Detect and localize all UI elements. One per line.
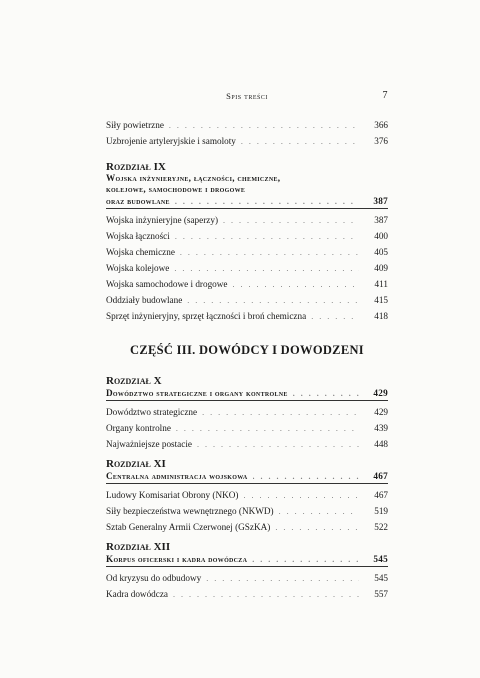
toc-entry-page: 400 <box>374 231 388 241</box>
toc-entry[interactable] <box>106 404 388 420</box>
leader-dots <box>175 195 359 208</box>
toc-entry-label: Ludowy Komisariat Obrony (NKO) <box>106 490 239 500</box>
toc-entry-label: Od kryzysu do odbudowy <box>106 573 202 583</box>
chapter-title-page: 545 <box>373 554 388 564</box>
part-title: CZĘŚĆ III. DOWÓDCY I DOWODZENI <box>130 343 364 357</box>
toc-entry[interactable] <box>106 487 388 503</box>
toc-entry-label: Dowództwo strategiczne <box>106 407 198 417</box>
chapter-heading: Rozdział IX <box>106 161 166 173</box>
toc-entry[interactable] <box>106 292 388 308</box>
leader-dots <box>187 293 359 309</box>
leader-dots <box>279 504 359 520</box>
toc-entry-page: 415 <box>374 295 388 305</box>
toc-entry-label: Wojska samochodowe i drogowe <box>106 279 228 289</box>
toc-entry[interactable] <box>106 260 388 276</box>
leader-dots <box>241 134 359 150</box>
leader-dots <box>173 587 359 603</box>
leader-dots <box>174 261 359 277</box>
chapter-title-entry[interactable] <box>106 553 388 567</box>
chapter-title-entry[interactable] <box>106 470 388 484</box>
chapter-title-label: oraz budowlane <box>106 196 170 206</box>
leader-dots <box>169 118 359 134</box>
toc-entry[interactable] <box>106 308 388 324</box>
toc-entry[interactable] <box>106 212 388 228</box>
toc-entry-label: Oddziały budowlane <box>106 295 183 305</box>
toc-entry-label: Organy kontrolne <box>106 423 171 433</box>
leader-dots <box>252 553 359 566</box>
chapter-heading: Rozdział XII <box>106 541 171 553</box>
toc-entry-page: 522 <box>374 522 388 532</box>
leader-dots <box>293 387 359 400</box>
toc-entry-page: 439 <box>374 423 388 433</box>
leader-dots <box>206 571 359 587</box>
toc-entry[interactable] <box>106 436 388 452</box>
toc-entry[interactable] <box>106 117 388 133</box>
toc-entry-page: 409 <box>374 263 388 273</box>
chapter-title-line: Wojska inżynieryjne, łączności, chemiczne, <box>106 173 281 183</box>
running-head-title: Spis treści <box>226 91 268 101</box>
toc-entry-label: Wojska kolejowe <box>106 263 170 273</box>
leader-dots <box>197 437 359 453</box>
toc-entry[interactable] <box>106 519 388 535</box>
toc-entry[interactable] <box>106 570 388 586</box>
toc-entry[interactable] <box>106 133 388 149</box>
chapter-title-page: 387 <box>373 196 388 206</box>
leader-dots <box>311 309 359 325</box>
toc-entry-page: 418 <box>374 311 388 321</box>
leader-dots <box>176 421 359 437</box>
leader-dots <box>202 405 359 421</box>
toc-entry-page: 411 <box>374 279 388 289</box>
chapter-heading: Rozdział XI <box>106 458 166 470</box>
toc-entry[interactable] <box>106 586 388 602</box>
toc-entry-page: 519 <box>374 506 388 516</box>
toc-entry[interactable] <box>106 228 388 244</box>
chapter-title-line: kolejowe, samochodowe i drogowe <box>106 184 246 194</box>
toc-entry-page: 366 <box>374 120 388 130</box>
chapter-heading: Rozdział X <box>106 375 162 387</box>
toc-entry-page: 405 <box>374 247 388 257</box>
leader-dots <box>223 213 359 229</box>
toc-entry-label: Uzbrojenie artyleryjskie i samoloty <box>106 136 236 146</box>
leader-dots <box>275 520 359 536</box>
toc-entry-label: Wojska inżynieryjne (saperzy) <box>106 215 219 225</box>
toc-entry-label: Najważniejsze postacie <box>106 439 192 449</box>
toc-entry-label: Sztab Generalny Armii Czerwonej (GSzKA) <box>106 522 271 532</box>
toc-entry-page: 448 <box>374 439 388 449</box>
toc-entry-page: 557 <box>374 589 388 599</box>
leader-dots <box>253 470 359 483</box>
toc-entry[interactable] <box>106 420 388 436</box>
toc-entry-page: 429 <box>374 407 388 417</box>
toc-entry[interactable] <box>106 276 388 292</box>
toc-entry-label: Wojska chemiczne <box>106 247 175 257</box>
leader-dots <box>232 277 359 293</box>
toc-entry-page: 467 <box>374 490 388 500</box>
leader-dots <box>243 488 359 504</box>
chapter-title-page: 429 <box>373 388 388 398</box>
toc-entry-label: Sprzęt inżynieryjny, sprzęt łączności i broń chemiczna <box>106 311 307 321</box>
toc-entry-page: 376 <box>374 136 388 146</box>
chapter-title-entry[interactable] <box>106 195 388 209</box>
toc-entry-page: 545 <box>374 573 388 583</box>
toc-entry[interactable] <box>106 244 388 260</box>
table-of-contents <box>106 117 388 602</box>
chapter-title-label: Korpus oficerski i kadra dowódcza <box>106 554 248 564</box>
toc-entry-page: 387 <box>374 215 388 225</box>
leader-dots <box>175 229 359 245</box>
chapter-title-label: Dowództwo strategiczne i organy kontrolne <box>106 388 288 398</box>
toc-entry-label: Wojska łączności <box>106 231 170 241</box>
chapter-title-page: 467 <box>373 471 388 481</box>
toc-entry[interactable] <box>106 503 388 519</box>
chapter-title-label: Centralna administracja wojskowa <box>106 471 248 481</box>
page-number: 7 <box>382 90 388 101</box>
chapter-title-entry[interactable] <box>106 387 388 401</box>
toc-entry-label: Kadra dowódcza <box>106 589 168 599</box>
toc-entry-label: Siły bezpieczeństwa wewnętrznego (NKWD) <box>106 506 274 516</box>
toc-entry-label: Siły powietrzne <box>106 120 164 130</box>
leader-dots <box>180 245 359 261</box>
